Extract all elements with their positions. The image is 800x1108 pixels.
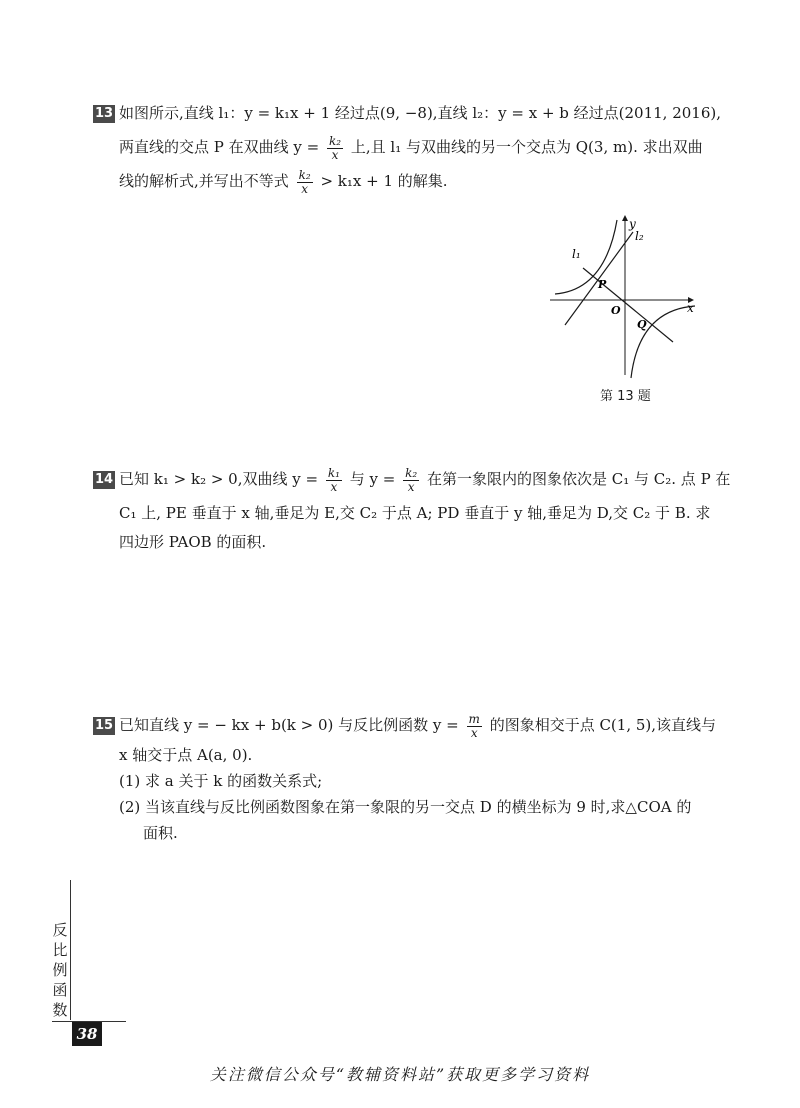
footer-watermark: 关注微信公众号“教辅资料站”获取更多学习资料 <box>209 1065 591 1084</box>
problem-15-line1: 15 已知直线 y = − kx + b(k > 0) 与反比例函数 y = $\frac{m}{x}$ 的图象相交于点 C(1, 5),该直线与 <box>94 711 717 740</box>
problem-14-line1: 14 已知 k₁ > k₂ > 0,双曲线 y = $\frac{\text{k₁}}{x}$ 与 y = $\frac{\text{k₂}}{x}$ 在第一象限内的图象依次是 C₁ 与 C₂. 点 P 在 <box>94 465 731 494</box>
fraction: $\frac{\text{k₂}}{x}$ <box>329 133 342 162</box>
fraction: $\frac{\text{k₂}}{x}$ <box>298 167 311 196</box>
problem-15-line4: (2) 当该直线与反比例函数图象在第一象限的另一交点 D 的横坐标为 9 时,求△COA 的 <box>119 798 692 816</box>
problem-number: 15 <box>94 718 114 733</box>
label-l2: l₂ <box>635 229 644 243</box>
problem-13 <box>93 96 722 198</box>
label-x: x <box>687 301 694 315</box>
label-l1: l₁ <box>572 247 581 261</box>
problem-14-line2: C₁ 上, PE 垂直于 x 轴,垂足为 E,交 C₂ 于点 A; PD 垂直于 y 轴,垂足为 D,交 C₂ 于 B. 求 <box>119 504 711 522</box>
hyperbola-branch-left <box>555 220 617 294</box>
fraction: $\frac{m}{x}$ <box>468 711 480 740</box>
label-O: O <box>611 304 621 317</box>
problem-number: 14 <box>94 472 114 487</box>
side-rule <box>70 880 71 1020</box>
fraction: $\frac{\text{k₁}}{x}$ <box>327 465 340 494</box>
problem-13-figure <box>545 210 705 380</box>
problem-13-line3: 线的解析式,并写出不等式 $\frac{\text{k₂}}{x}$ > k₁x + 1 的解集. <box>119 167 448 196</box>
problem-15-line2: x 轴交于点 A(a, 0). <box>119 746 253 764</box>
label-y: y <box>629 217 636 231</box>
problem-13-line2: 两直线的交点 P 在双曲线 y = $\frac{\text{k₂}}{x}$ 上,且 l₁ 与双曲线的另一个交点为 Q(3, m). 求出双曲 <box>119 133 703 162</box>
problem-13-line1: 13 如图所示,直线 l₁：y = k₁x + 1 经过点(9, −8),直线 l₂：y = x + b 经过点(2011, 2016), <box>94 104 722 122</box>
problem-number: 13 <box>94 106 114 121</box>
label-Q: Q <box>637 318 647 331</box>
hyperbola-branch-right <box>631 306 695 378</box>
label-P: P <box>598 278 607 291</box>
page-number: 38 <box>72 1022 102 1046</box>
problem-15-line5: 面积. <box>143 824 178 842</box>
figure-caption: 第 13 题 <box>600 389 651 404</box>
fraction: $\frac{\text{k₂}}{x}$ <box>405 465 418 494</box>
problem-15-line3: (1) 求 a 关于 k 的函数关系式; <box>119 772 323 790</box>
line-l1 <box>583 268 673 342</box>
problem-14 <box>93 462 731 554</box>
chapter-title: 反 比 例 函 数 <box>52 921 68 1019</box>
problem-15 <box>93 708 717 846</box>
problem-14-line3: 四边形 PAOB 的面积. <box>119 533 267 551</box>
